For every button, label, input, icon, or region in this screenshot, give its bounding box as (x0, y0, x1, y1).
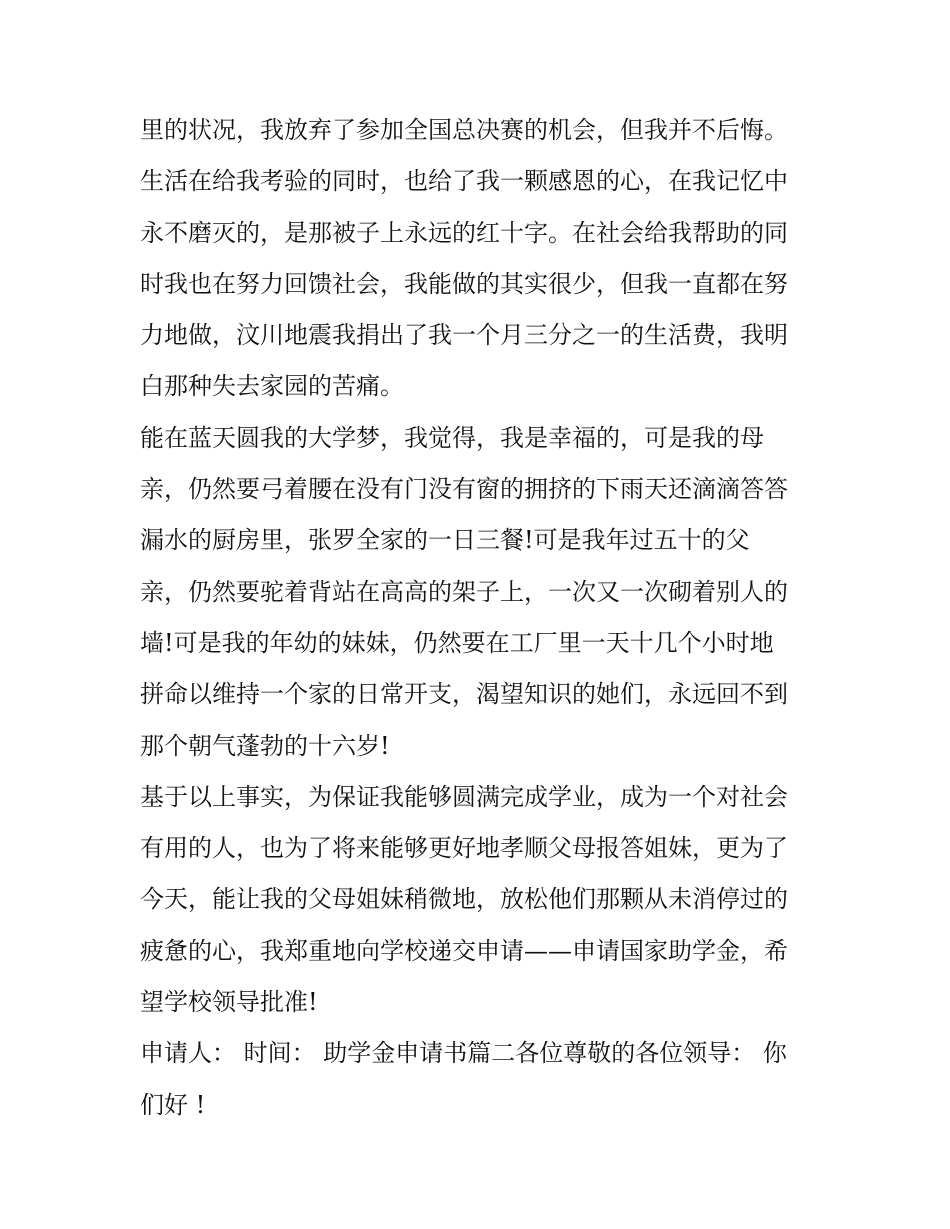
text-line: 亲，仍然要驼着背站在高高的架子上，一次又一次砌着别人的 (140, 577, 788, 606)
text-line: 亲，仍然要弓着腰在没有门没有窗的拥挤的下雨天还滴滴答答 (140, 475, 788, 504)
text-line: 有用的人，也为了将来能够更好地孝顺父母报答姐妹，更为了 (140, 834, 788, 863)
text-line: 申请人： 时间： 助学金申请书篇二各位尊敬的各位领导： 你 (140, 1039, 787, 1068)
text-line: 能在蓝天圆我的大学梦，我觉得，我是幸福的，可是我的母 (140, 423, 764, 452)
text-line: 基于以上事实，为保证我能够圆满完成学业，成为一个对社会 (140, 782, 788, 811)
text-line: 白那种失去家园的苦痛。 (140, 372, 404, 401)
text-line: 望学校领导批准! (140, 988, 318, 1017)
text-line: 今天，能让我的父母姐妹稍微地，放松他们那颗从未消停过的 (140, 885, 788, 914)
text-line: 漏水的厨房里，张罗全家的一日三餐!可是我年过五十的父 (140, 526, 750, 555)
text-line: 们好 ! (140, 1090, 206, 1119)
text-line: 生活在给我考验的同时，也给了我一颗感恩的心，在我记忆中 (140, 167, 788, 196)
text-line: 永不磨灭的，是那被子上永远的红十字。在社会给我帮助的同 (140, 218, 788, 247)
text-line: 里的状况，我放弃了参加全国总决赛的机会，但我并不后悔。 (140, 116, 788, 144)
text-line: 拼命以维持一个家的日常开支，渴望知识的她们，永远回不到 (140, 680, 788, 709)
document-body (140, 105, 820, 1131)
text-line: 那个朝气蓬勃的十六岁! (140, 731, 390, 760)
text-line: 时我也在努力回馈社会，我能做的其实很少，但我一直都在努 (140, 269, 788, 298)
text-line: 疲惫的心，我郑重地向学校递交申请——申请国家助学金，希 (140, 936, 788, 965)
text-line: 力地做，汶川地震我捐出了我一个月三分之一的生活费，我明 (140, 321, 788, 350)
text-line: 墙!可是我的年幼的妹妹，仍然要在工厂里一天十几个小时地 (140, 628, 774, 657)
